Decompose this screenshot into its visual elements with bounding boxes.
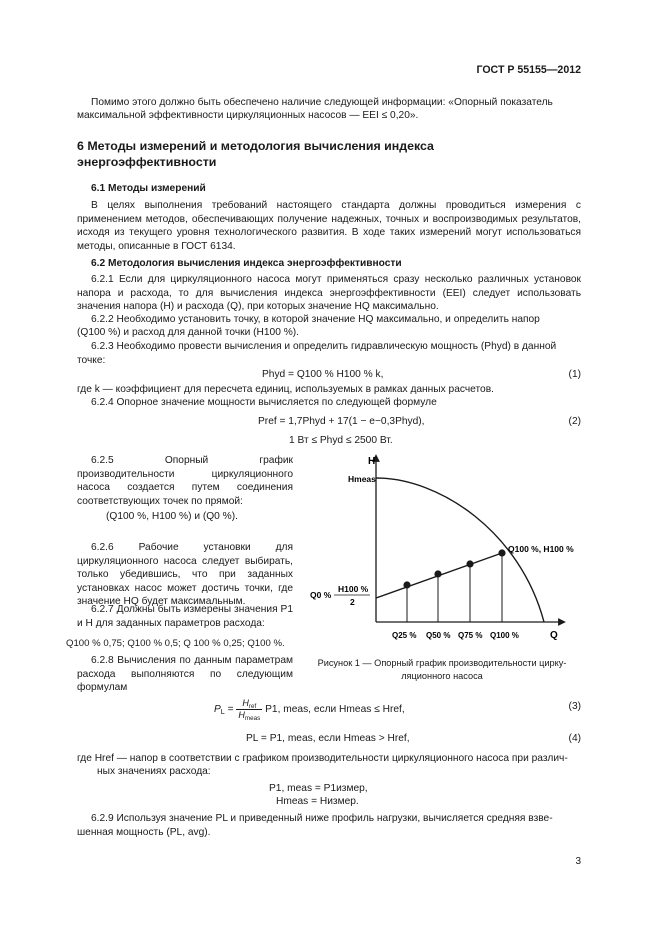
point-q100 [498, 549, 505, 556]
subsection-6-1-text: В целях выполнения требований настоящего стандарта должны проводиться измерения с применением методов, обеспечивающих получение надежных, точных и воспроизводимых результатов, исходя из текущего уровня технологического развития. В ходе таких измерений могут использоваться методы, описанные в ГОСТ 6134. [77, 200, 581, 252]
paragraph-6-2-8: 6.2.8 Вычисления по данным параметрам расхода выполняются по следующим формулам [77, 655, 293, 694]
paragraph-6-2-6: 6.2.6 Рабочие установки для циркуляционного насоса следует выбирать, только убедившись, что при заданных установках насос может достичь точки, где значение HQ будет максимальным. [77, 542, 293, 608]
section-6-title-line2: энергоэффективности [77, 154, 217, 169]
where-k-note: где k — коэффициент для пересчета единиц, используемых в рамках данных расчетов. [77, 384, 494, 395]
equation-3-number: (3) [568, 701, 581, 712]
paragraph-6-2-2-line1: 6.2.2 Необходимо установить точку, в которой значение HQ максимально, и определить напор [91, 314, 540, 325]
equation-2: Pref = 1,7Phyd + 17(1 − e−0,3Phyd), [258, 416, 425, 427]
paragraph-6-2-5: 6.2.5 Опорный график производительности циркуляционного насоса создается путем соединения соответствующих точек по прямой: [77, 455, 293, 507]
subsection-6-2-title: 6.2 Методология вычисления индекса энергоэффективности [91, 258, 402, 269]
equation-3-fraction: $\frac{H_{ref}}{H_{meas}}$ [238, 698, 261, 722]
equation-1-number: (1) [568, 369, 581, 380]
equation-2-number: (2) [568, 416, 581, 427]
where-href-line1: где Href — напор в соответствии с графиком производительности циркуляционного насоса при различ- [77, 753, 568, 764]
paragraph-6-2-3-line1: 6.2.3 Необходимо провести вычисления и определить гидравлическую мощность (Phyd) в данной [91, 341, 557, 352]
figure-1-chart [310, 452, 574, 648]
point-q25 [403, 581, 410, 588]
h100-half-bottom: 2 [350, 597, 355, 607]
axis-h-label: H [368, 456, 376, 467]
document-header: ГОСТ Р 55155—2012 [476, 64, 581, 76]
paragraph-6-2-3-line2: точке: [77, 355, 106, 366]
paragraph-6-2-5-points: (Q100 %, H100 %) и (Q0 %). [106, 511, 238, 522]
h100-half-top: H100 % [338, 584, 369, 594]
paragraph-6-2-2-line2: (Q100 %) и расход для данной точки (H100 %). [77, 327, 299, 338]
point-q75 [466, 560, 473, 567]
section-6-title [77, 139, 577, 170]
paragraph-6-2-9-line2: шенная мощность (PL, avg). [77, 827, 211, 838]
figure-1-caption-line2: ляционного насоса [401, 671, 483, 681]
intro-line-2: максимальной эффективности циркуляционных насосов — EEI ≤ 0,20». [77, 110, 419, 121]
paragraph-6-2-1: 6.2.1 Если для циркуляционного насоса могут применяться сразу несколько различных установок напора и расхода, то для вычисления индекса энергоэффективности (EEI) следует использовать значения напора (H) и расхода (Q), при которых значение HQ максимально. [77, 274, 581, 313]
paragraph-6-2-4: 6.2.4 Опорное значение мощности вычисляется по следующей формуле [91, 397, 437, 408]
paragraph-6-2-9-line1: 6.2.9 Используя значение PL и приведенный ниже профиль нагрузки, вычисляется средняя взве- [91, 813, 553, 824]
point-q100-label: Q100 %, H100 % [508, 544, 574, 554]
page-number: 3 [575, 856, 581, 867]
intro-paragraph [77, 96, 581, 110]
mapping-hmeas: Hmeas = Hизмер. [276, 796, 359, 807]
equation-1: Phyd = Q100 % H100 % k, [262, 369, 384, 380]
intro-line-1: Помимо этого должно быть обеспечено наличие следующей информации: «Опорный показатель [91, 97, 553, 108]
x-tick-q50: Q50 % [426, 631, 451, 640]
equation-3-tail: P1, meas, если Hmeas ≤ Href, [265, 704, 405, 716]
paragraph-6-2-7: 6.2.7 Должны быть измерены значения P1 и H для заданных параметров расхода: [77, 604, 293, 629]
x-tick-q100: Q100 % [490, 631, 519, 640]
figure-1-caption-line1: Рисунок 1 — Опорный график производительности цирку- [317, 658, 567, 668]
point-q50 [434, 570, 441, 577]
where-href-line2: ных значениях расхода: [97, 766, 211, 777]
h-meas-label: Hmeas [348, 474, 376, 484]
q0-label: Q0 % [310, 590, 332, 600]
equation-4: PL = P1, meas, если Hmeas > Href, [246, 733, 410, 744]
paragraph-6-2-7-list: Q100 % 0,75; Q100 % 0,5; Q 100 % 0,25; Q100 %. [66, 638, 285, 649]
figure-1-caption [302, 657, 582, 683]
equation-2-condition: 1 Вт ≤ Phyd ≤ 2500 Вт. [289, 435, 393, 446]
equation-3: $P_L$ = $\frac{H_{ref}}{H_{meas}}$ P1, meas, если Hmeas ≤ Href, [214, 698, 405, 722]
equation-4-number: (4) [568, 733, 581, 744]
x-tick-q75: Q75 % [458, 631, 483, 640]
mapping-p1: P1, meas = P1измер, [269, 783, 368, 794]
x-tick-q25: Q25 % [392, 631, 417, 640]
axis-q-label: Q [550, 630, 558, 641]
subsection-6-1-title: 6.1 Методы измерений [91, 183, 206, 194]
section-6-title-line1: 6 Методы измерений и методология вычисления индекса [77, 139, 434, 153]
